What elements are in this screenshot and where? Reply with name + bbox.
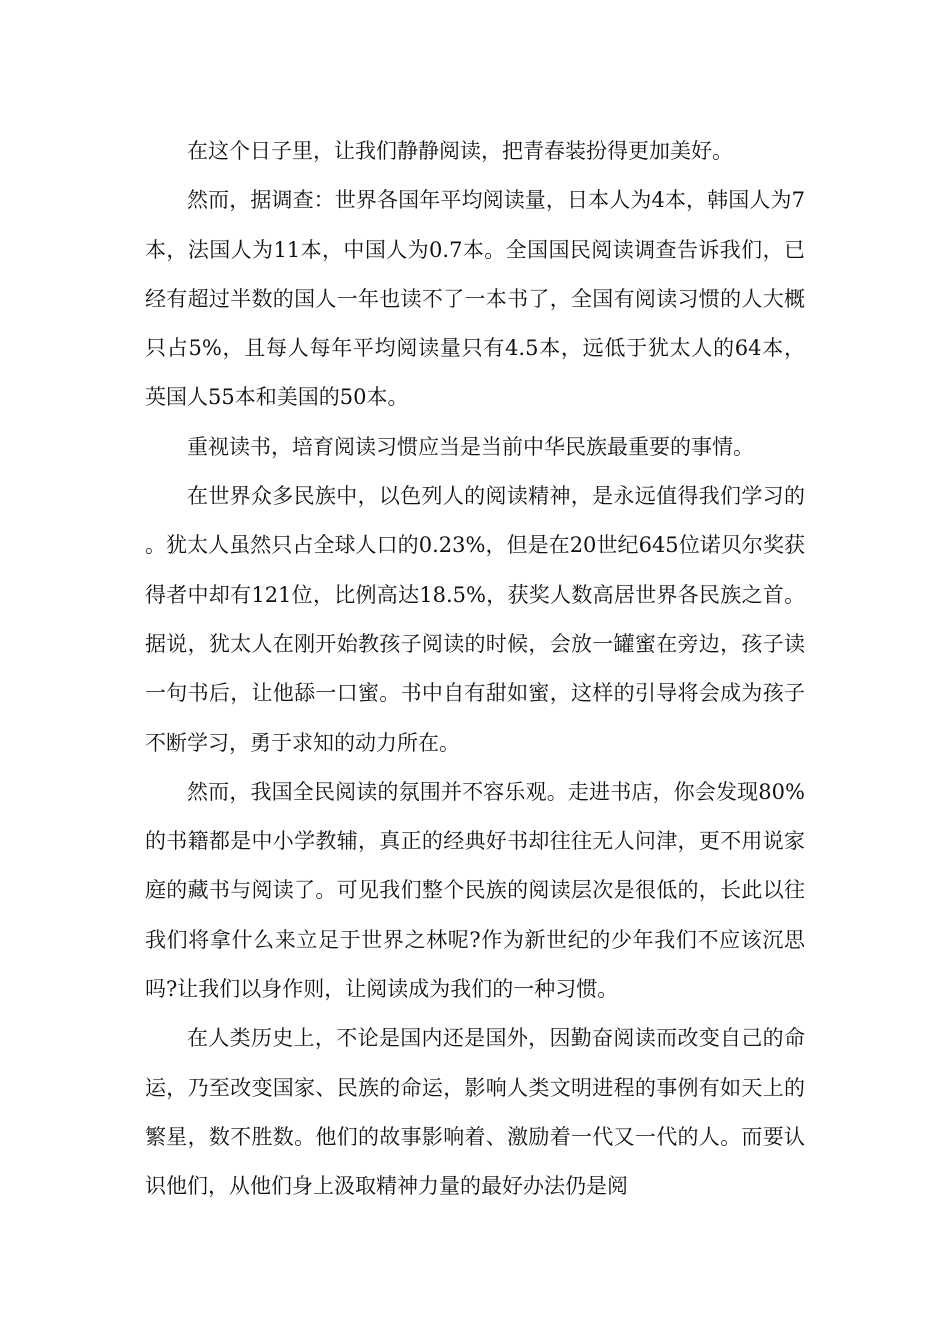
paragraph: 在世界众多民族中，以色列人的阅读精神，是永远值得我们学习的。犹太人虽然只占全球人口的0.23%，但是在20世纪645位诺贝尔奖获得者中却有121位，比例高达18.5%，获奖人数高居世界各民族之首。据说，犹太人在刚开始教孩子阅读的时候，会放一罐蜜在旁边，孩子读一句书后，让他舔一口蜜。书中自有甜如蜜，这样的引导将会成为孩子不断学习，勇于求知的动力所在。 <box>145 484 805 755</box>
document-body <box>145 127 805 1212</box>
paragraph: 在人类历史上，不论是国内还是国外，因勤奋阅读而改变自己的命运，乃至改变国家、民族的命运，影响人类文明进程的事例有如天上的繁星，数不胜数。他们的故事影响着、激励着一代又一代的人。而要认识他们，从他们身上汲取精神力量的最好办法仍是阅 <box>145 1026 805 1199</box>
paragraph: 然而，我国全民阅读的氛围并不容乐观。走进书店，你会发现80%的书籍都是中小学教辅，真正的经典好书却往往无人问津，更不用说家庭的藏书与阅读了。可见我们整个民族的阅读层次是很低的，长此以往我们将拿什么来立足于世界之林呢?作为新世纪的少年我们不应该沉思吗?让我们以身作则，让阅读成为我们的一种习惯。 <box>145 779 805 1002</box>
paragraph: 在这个日子里，让我们静静阅读，把青春装扮得更加美好。 <box>187 139 733 163</box>
paragraph: 然而，据调查：世界各国年平均阅读量，日本人为4本，韩国人为7本，法国人为11本，中国人为0.7本。全国国民阅读调查告诉我们，已经有超过半数的国人一年也读不了一本书了，全国有阅读习惯的人大概只占5%，且每人每年平均阅读量只有4.5本，远低于犹太人的64本，英国人55本和美国的50本。 <box>145 188 805 410</box>
paragraph: 重视读书，培育阅读习惯应当是当前中华民族最重要的事情。 <box>187 434 754 459</box>
